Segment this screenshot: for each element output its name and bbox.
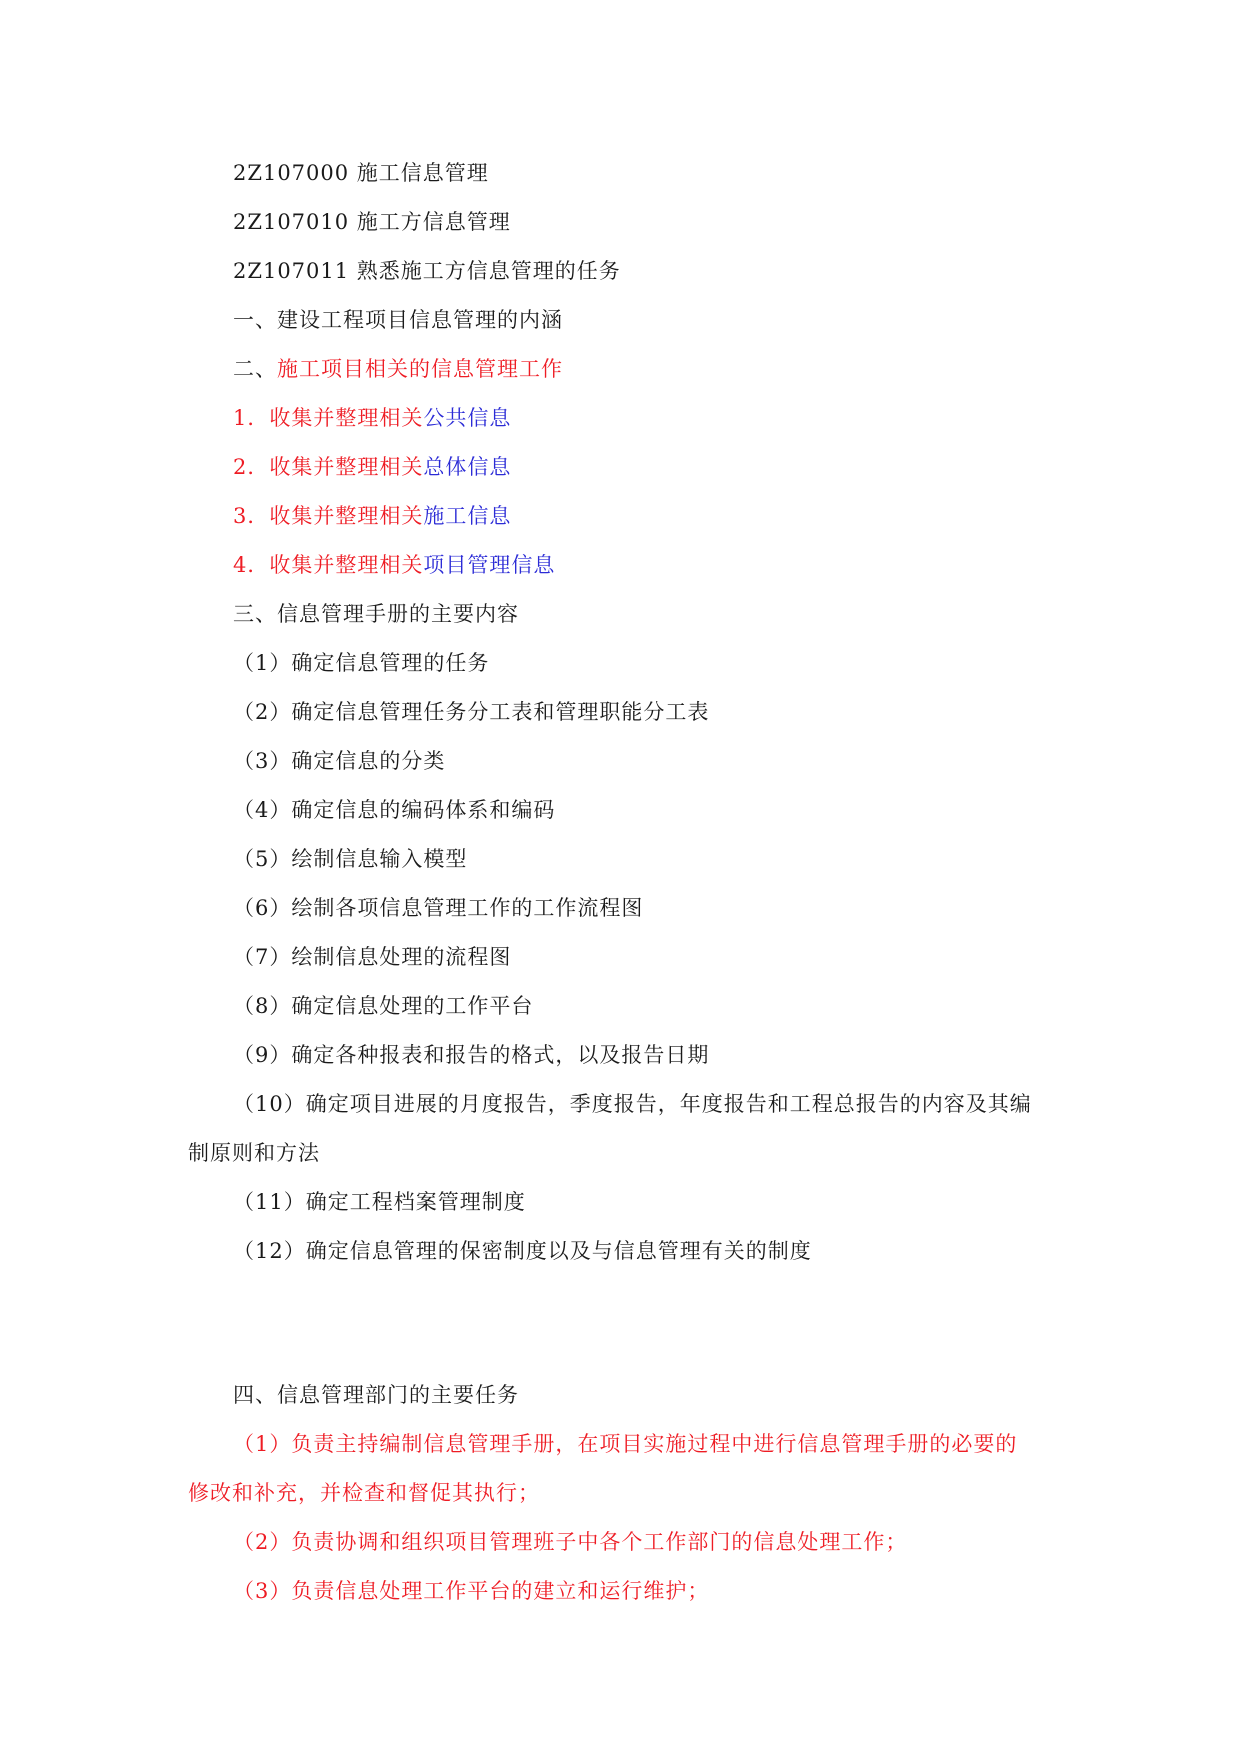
list-item-3-text: 3．收集并整理相关 — [233, 504, 424, 528]
list-item-2 — [0, 452, 1241, 482]
section-heading-4: 四、信息管理部门的主要任务 — [233, 1383, 519, 1407]
section-2-title: 施工项目相关的信息管理工作 — [277, 357, 563, 381]
content-item-2: （2）确定信息管理任务分工表和管理职能分工表 — [233, 700, 710, 724]
section-2-prefix: 二、 — [233, 357, 277, 381]
list-item-4-highlight: 项目管理信息 — [423, 553, 556, 577]
content-item-4: （4）确定信息的编码体系和编码 — [233, 798, 556, 822]
content-item-7: （7）绘制信息处理的流程图 — [233, 945, 512, 969]
content-item-9: （9）确定各种报表和报告的格式，以及报告日期 — [233, 1043, 710, 1067]
task-item-2: （2）负责协调和组织项目管理班子中各个工作部门的信息处理工作； — [233, 1530, 908, 1554]
list-item-3 — [0, 501, 1241, 531]
section-heading-1: 一、建设工程项目信息管理的内涵 — [233, 308, 563, 332]
task-item-1-line2: 修改和补充，并检查和督促其执行； — [188, 1481, 540, 1505]
content-item-10-line2: 制原则和方法 — [188, 1141, 320, 1165]
content-item-5: （5）绘制信息输入模型 — [233, 847, 468, 871]
content-item-12: （12）确定信息管理的保密制度以及与信息管理有关的制度 — [233, 1239, 812, 1263]
section-heading-3: 三、信息管理手册的主要内容 — [233, 602, 519, 626]
heading-2z107010: 2Z107010 施工方信息管理 — [233, 210, 511, 234]
list-item-1-highlight: 公共信息 — [423, 406, 512, 430]
heading-2z107000: 2Z107000 施工信息管理 — [233, 161, 489, 185]
content-item-3: （3）确定信息的分类 — [233, 749, 446, 773]
list-item-2-text: 2．收集并整理相关 — [233, 455, 424, 479]
task-item-3: （3）负责信息处理工作平台的建立和运行维护； — [233, 1579, 710, 1603]
list-item-1-text: 1．收集并整理相关 — [233, 406, 424, 430]
list-item-3-highlight: 施工信息 — [423, 504, 512, 528]
task-item-1-line1: （1）负责主持编制信息管理手册，在项目实施过程中进行信息管理手册的必要的 — [233, 1432, 1018, 1456]
list-item-4-text: 4．收集并整理相关 — [233, 553, 424, 577]
content-item-11: （11）确定工程档案管理制度 — [233, 1190, 526, 1214]
section-heading-2 — [0, 354, 1241, 384]
list-item-4 — [0, 550, 1241, 580]
list-item-1 — [0, 403, 1241, 433]
content-item-10-line1: （10）确定项目进展的月度报告，季度报告，年度报告和工程总报告的内容及其编 — [233, 1092, 1032, 1116]
content-item-8: （8）确定信息处理的工作平台 — [233, 994, 534, 1018]
heading-2z107011: 2Z107011 熟悉施工方信息管理的任务 — [233, 259, 621, 283]
list-item-2-highlight: 总体信息 — [423, 455, 512, 479]
content-item-1: （1）确定信息管理的任务 — [233, 651, 490, 675]
content-item-6: （6）绘制各项信息管理工作的工作流程图 — [233, 896, 644, 920]
